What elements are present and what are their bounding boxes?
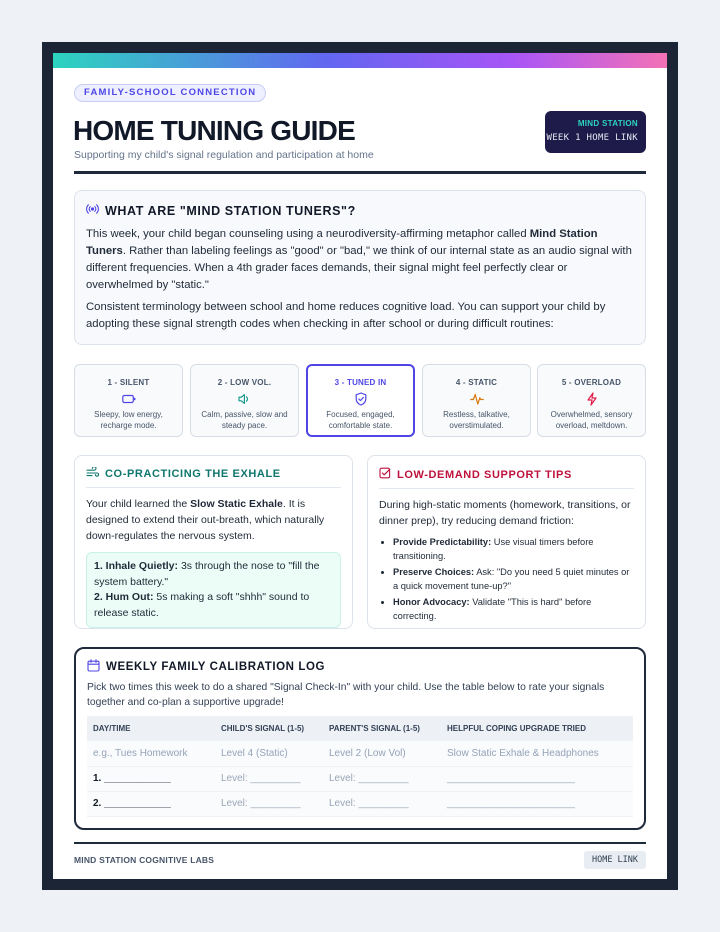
battery-icon (75, 390, 182, 408)
exhale-heading (86, 467, 341, 488)
signal-levels (74, 364, 646, 437)
table-row (87, 766, 633, 791)
table-cell: e.g., Tues Homework (87, 741, 215, 766)
table-row (87, 741, 633, 766)
tips-list (379, 536, 634, 623)
radio-wave-icon (86, 203, 99, 218)
intro-paragraph-1: This week, your child began counseling using a neurodiversity-affirming metaphor called Mind Station Tuners. Rather than labeling feelings as "good" or "bad," we think of our internal state as an audio signal with different frequencies. When a 4th grader faces demands, their signal might feel perfectly clear or overwhelmed by "static." (86, 228, 632, 291)
list-item: • Provide Predictability: Use visual timers before transitioning. (393, 536, 634, 563)
shield-check-icon (308, 390, 413, 408)
badge-week: WEEK 1 HOME LINK (546, 133, 638, 143)
table-cell[interactable]: _______________________ (441, 791, 633, 816)
category-pill: FAMILY-SCHOOL CONNECTION (74, 84, 266, 102)
lightning-icon (538, 390, 645, 408)
tips-intro: During high-static moments (homework, transitions, or dinner prep), try reducing demand friction: (379, 499, 631, 527)
badge-label: MIND STATION (577, 119, 638, 128)
tips-heading (379, 467, 634, 489)
intro-section (74, 190, 646, 345)
table-cell[interactable]: Level: _________ (323, 766, 441, 791)
column-header: DAY/TIME (87, 716, 215, 741)
level-title: 2 - LOW VOL. (217, 378, 272, 387)
table-cell: Level 4 (Static) (215, 741, 323, 766)
level-description: Overwhelmed, sensory overload, meltdown. (550, 410, 633, 430)
level-description: Calm, passive, slow and steady pace. (201, 410, 288, 430)
pulse-icon (423, 390, 530, 408)
table-cell[interactable]: 1. ____________ (87, 766, 215, 791)
intro-heading-text: WHAT ARE "MIND STATION TUNERS"? (105, 203, 356, 218)
log-heading (87, 659, 633, 675)
level-description: Focused, engaged, comfortable state. (326, 410, 395, 430)
footer-divider (74, 842, 646, 844)
level-title: 5 - OVERLOAD (561, 378, 622, 387)
page-frame (42, 42, 678, 890)
document-page (53, 53, 667, 879)
table-cell[interactable]: Level: _________ (215, 766, 323, 791)
level-card-overload (537, 364, 646, 437)
table-cell: Level 2 (Low Vol) (323, 741, 441, 766)
station-badge (545, 111, 646, 153)
exhale-steps (86, 552, 341, 628)
table-cell: Slow Static Exhale & Headphones (441, 741, 633, 766)
list-item: • Honor Advocacy: Validate "This is hard" before correcting. (393, 596, 634, 623)
exhale-paragraph: Your child learned the Slow Static Exhale. It is designed to extend their out-breath, which naturally down-regulates the nervous system. (86, 498, 325, 542)
column-header: HELPFUL COPING UPGRADE TRIED (441, 716, 633, 741)
footer-org: MIND STATION COGNITIVE LABS (74, 855, 215, 865)
footer-tag: HOME LINK (584, 851, 646, 869)
log-table (87, 716, 633, 817)
header-divider (74, 171, 646, 174)
level-card-silent (74, 364, 183, 437)
level-description: Restless, talkative, overstimulated. (443, 410, 510, 430)
level-card-low-volume (190, 364, 299, 437)
exhale-step-2: 2. Hum Out: 5s making a soft "shhh" sound to release static. (94, 591, 310, 619)
wind-icon (86, 467, 99, 481)
column-header: CHILD'S SIGNAL (1-5) (215, 716, 323, 741)
table-row (87, 791, 633, 816)
log-intro: Pick two times this week to do a shared "Signal Check-In" with your child. Use the table below to rate your signals together and co-plan a supportive upgrade! (87, 682, 605, 708)
gradient-bar (53, 53, 667, 68)
level-title: 1 - SILENT (107, 378, 150, 387)
table-cell[interactable]: _______________________ (441, 766, 633, 791)
level-title: 3 - TUNED IN (334, 378, 387, 387)
level-title: 4 - STATIC (455, 378, 498, 387)
tips-heading-text: LOW-DEMAND SUPPORT TIPS (397, 468, 572, 481)
table-cell[interactable]: Level: _________ (323, 791, 441, 816)
calendar-icon (87, 659, 100, 675)
exhale-card (74, 455, 353, 629)
table-cell[interactable]: 2. ____________ (87, 791, 215, 816)
level-card-static (422, 364, 531, 437)
exhale-heading-text: CO-PRACTICING THE EXHALE (105, 468, 281, 480)
table-cell[interactable]: Level: _________ (215, 791, 323, 816)
speaker-icon (191, 390, 298, 408)
exhale-step-1: 1. Inhale Quietly: 3s through the nose to "fill the system battery." (94, 560, 320, 588)
level-card-tuned-in (306, 364, 415, 437)
checkbox-icon (379, 467, 391, 482)
log-heading-text: WEEKLY FAMILY CALIBRATION LOG (106, 661, 326, 673)
column-header: PARENT'S SIGNAL (1-5) (323, 716, 441, 741)
level-description: Sleepy, low energy, recharge mode. (94, 410, 163, 430)
intro-paragraph-2: Consistent terminology between school and home reduces cognitive load. You can support your child by adopting these signal strength codes when checking in after school or during difficult routines: (86, 301, 606, 330)
tips-card (367, 455, 646, 629)
table-header-row (87, 716, 633, 741)
intro-heading (86, 203, 634, 218)
list-item: • Preserve Choices: Ask: "Do you need 5 quiet minutes or a quick movement tune-up?" (393, 566, 634, 593)
calibration-log (74, 647, 646, 830)
page-subtitle: Supporting my child's signal regulation and participation at home (74, 149, 374, 161)
page-title: HOME TUNING GUIDE (73, 115, 355, 146)
